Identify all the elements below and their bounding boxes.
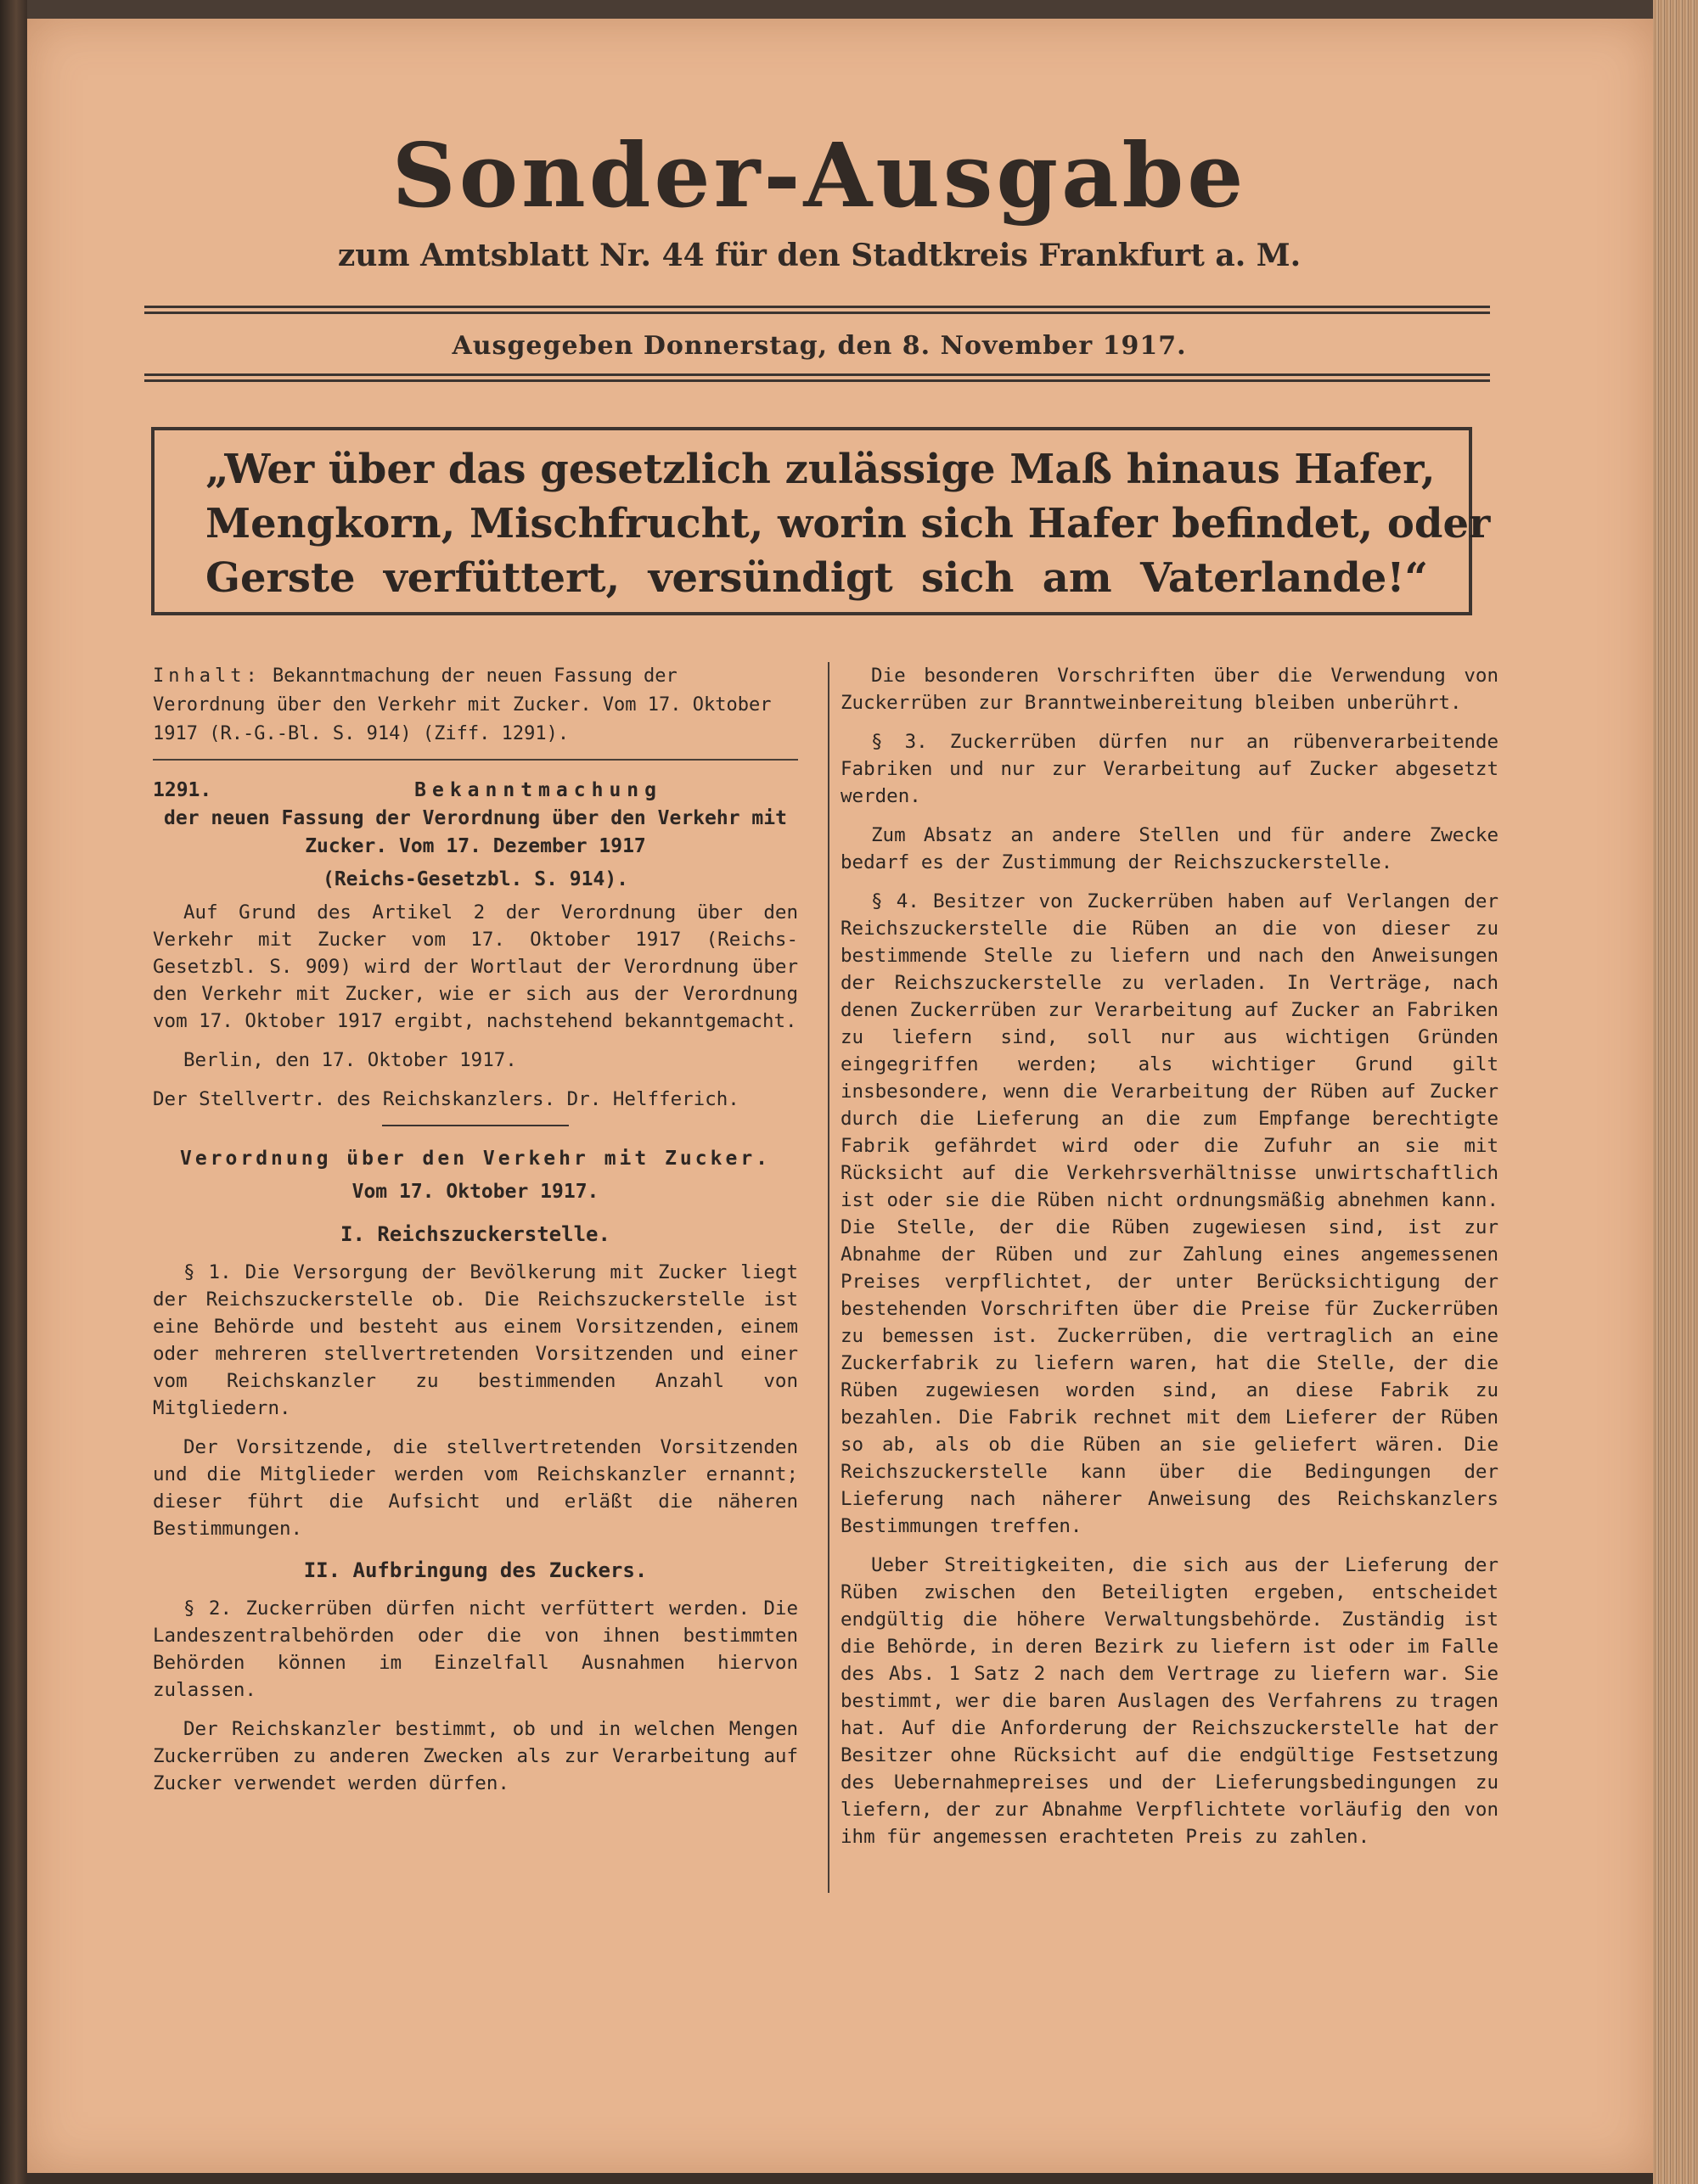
masthead-subtitle: zum Amtsblatt Nr. 44 für den Stadtkreis Frankfurt a. M.	[337, 238, 1302, 273]
masthead-title: Sonder-Ausgabe	[391, 123, 1247, 227]
contents-text: Bekanntmachung der neuen Fassung der Verordnung über den Verkehr mit Zucker. Vom 17. Oktober 1917 (R.-G.-Bl. S. 914) (Ziff. 1291).	[153, 665, 772, 744]
paragraph-1-2: Der Vorsitzende, die stellvertretenden Vorsitzenden und die Mitglieder werden vom Reichskanzler ernannt; dieser führt die Aufsicht und erläßt die näheren Bestimmungen.	[153, 1436, 798, 1540]
announcement-place-date: Berlin, den 17. Oktober 1917.	[183, 1049, 517, 1071]
section-2-title: II. Aufbringung des Zuckers.	[303, 1558, 648, 1582]
header-rule-bottom-thin	[144, 379, 1490, 382]
separator-rule	[382, 1125, 569, 1126]
contents-label: Inhalt:	[153, 665, 261, 687]
book-spine	[0, 0, 27, 2184]
announcement-signature: Der Stellvertr. des Reichskanzlers. Dr. Helfferich.	[153, 1088, 739, 1110]
paragraph-2-2: Der Reichskanzler bestimmt, ob und in welchen Mengen Zuckerrüben zu anderen Zwecken als zur Verarbeitung auf Zucker verwendet werden dürfen.	[153, 1718, 798, 1794]
section-1-title: I. Reichszuckerstelle.	[340, 1222, 610, 1246]
header-rule-top-thin	[144, 312, 1490, 314]
paragraph-1: § 1. Die Versorgung der Bevölkerung mit Zucker liegt der Reichszuckerstelle ob. Die Reichszuckerstelle ist eine Behörde und besteht aus einem Vorsitzenden, einem oder mehreren stellvertretenden Vorsitzenden und einer vom Reichskanzler zu bestimmenden Anzahl von Mitgliedern.	[153, 1261, 798, 1419]
paragraph-3-2: Zum Absatz an andere Stellen und für andere Zwecke bedarf es der Zustimmung der Reichszuckerstelle.	[841, 824, 1498, 873]
left-column	[153, 662, 798, 1809]
header-rule-top	[144, 306, 1490, 308]
slogan-box	[151, 427, 1491, 615]
ordinance-title: Verordnung über den Verkehr mit Zucker.	[179, 1148, 772, 1170]
paragraph-2: § 2. Zuckerrüben dürfen nicht verfüttert werden. Die Landeszentralbehörden oder die von ihnen bestimmten Behörden können im Einzelfall Ausnahmen hiervon zulassen.	[153, 1597, 798, 1701]
right-column	[841, 662, 1498, 1862]
slogan-line-2: Mengkorn, Mischfrucht, worin sich Hafer befindet, oder	[205, 500, 1491, 547]
contents-note	[153, 662, 798, 761]
column-divider	[828, 662, 829, 1893]
announcement-body: Auf Grund des Artikel 2 der Verordnung über den Verkehr mit Zucker vom 17. Oktober 1917 (Reichs-Gesetzbl. S. 909) wird der Wortlaut der Verordnung über den Verkehr mit Zucker, wie er sich aus der Verordnung vom 17. Oktober 1917 ergibt, nachstehend bekanntgemacht.	[153, 901, 798, 1032]
issue-date: Ausgegeben Donnerstag, den 8. November 1917.	[452, 331, 1187, 361]
paragraph-3: § 3. Zuckerrüben dürfen nur an rübenverarbeitende Fabriken und nur zur Verarbeitung auf Zucker abgesetzt werden.	[841, 731, 1498, 807]
announcement-header	[153, 776, 798, 805]
announcement-reference: (Reichs-Gesetzbl. S. 914).	[322, 868, 629, 890]
paragraph-4: § 4. Besitzer von Zuckerrüben haben auf Verlangen der Reichszuckerstelle die Rüben an die von dieser zu bestimmende Stelle zu liefern und nach den Anweisungen der Reichszuckerstelle zu verladen. In Verträge, nach denen Zuckerrüben zur Verarbeitung auf Zucker an Fabriken zu liefern sind, soll nur aus wichtigen Gründen eingegriffen werden; als wichtiger Grund gilt insbesondere, wenn die Verarbeitung der Rüben auf Zucker durch die Lieferung an die zum Empfange berechtigte Fabrik gefährdet wird oder die Zufuhr an sie mit Rücksicht auf die Verkehrsverhältnisse unwirtschaftlich ist oder sie die Rüben nicht ordnungsmäßig abnehmen kann. Die Stelle, der die Rüben zugewiesen sind, ist zur Abnahme der Rüben und zur Zahlung eines angemessenen Preises verpflichtet, der unter Berücksichtigung der bestehenden Vorschriften über die Preise für Zuckerrüben zu bemessen ist. Zuckerrüben, die vertraglich an eine Zuckerfabrik zu liefern waren, hat die Stelle, der die Rüben zugewiesen worden sind, an diese Fabrik zu bezahlen. Die Fabrik rechnet mit dem Lieferer der Rüben so ab, als ob die Rüben an sie geliefert wären. Die Reichszuckerstelle kann über die Bedingungen der Lieferung nach näherer Anweisung des Reichskanzlers Bestimmungen treffen.	[841, 890, 1498, 1537]
paragraph-4-2: Ueber Streitigkeiten, die sich aus der Lieferung der Rüben zwischen den Beteiligten ergeben, entscheidet endgültig die höhere Verwaltungsbehörde. Zuständig ist die Behörde, in deren Bezirk zu liefern ist oder im Falle des Abs. 1 Satz 2 nach dem Vertrage zu liefern war. Sie bestimmt, wer die baren Auslagen des Verfahrens zu tragen hat. Auf die Anforderung der Reichszuckerstelle hat der Besitzer ohne Rücksicht auf die endgültige Festsetzung des Uebernahmepreises und der Lieferungsbedingungen zu liefern, der zur Abnahme Verpflichtete vorläufig den von ihm für angemessen erachteten Preis zu zahlen.	[841, 1554, 1498, 1848]
scan-top-edge	[0, 0, 1698, 19]
announcement-subject: der neuen Fassung der Verordnung über den Verkehr mit Zucker. Vom 17. Dezember 1917	[164, 807, 787, 857]
slogan-line-1: „Wer über das gesetzlich zulässige Maß hinaus Hafer,	[205, 446, 1436, 493]
slogan-line-3: Gerste verfüttert, versündigt sich am Vaterlande!“	[205, 554, 1428, 602]
announcement-heading: Bekanntmachung	[414, 779, 662, 801]
header-rule-bottom	[144, 373, 1490, 376]
page-edges	[1653, 0, 1698, 2184]
announcement-number: 1291.	[153, 779, 212, 801]
ordinance-date: Vom 17. Oktober 1917.	[351, 1181, 599, 1203]
right-paragraph-1: Die besonderen Vorschriften über die Verwendung von Zuckerrüben zur Branntweinbereitung bleiben unberührt.	[841, 665, 1498, 714]
